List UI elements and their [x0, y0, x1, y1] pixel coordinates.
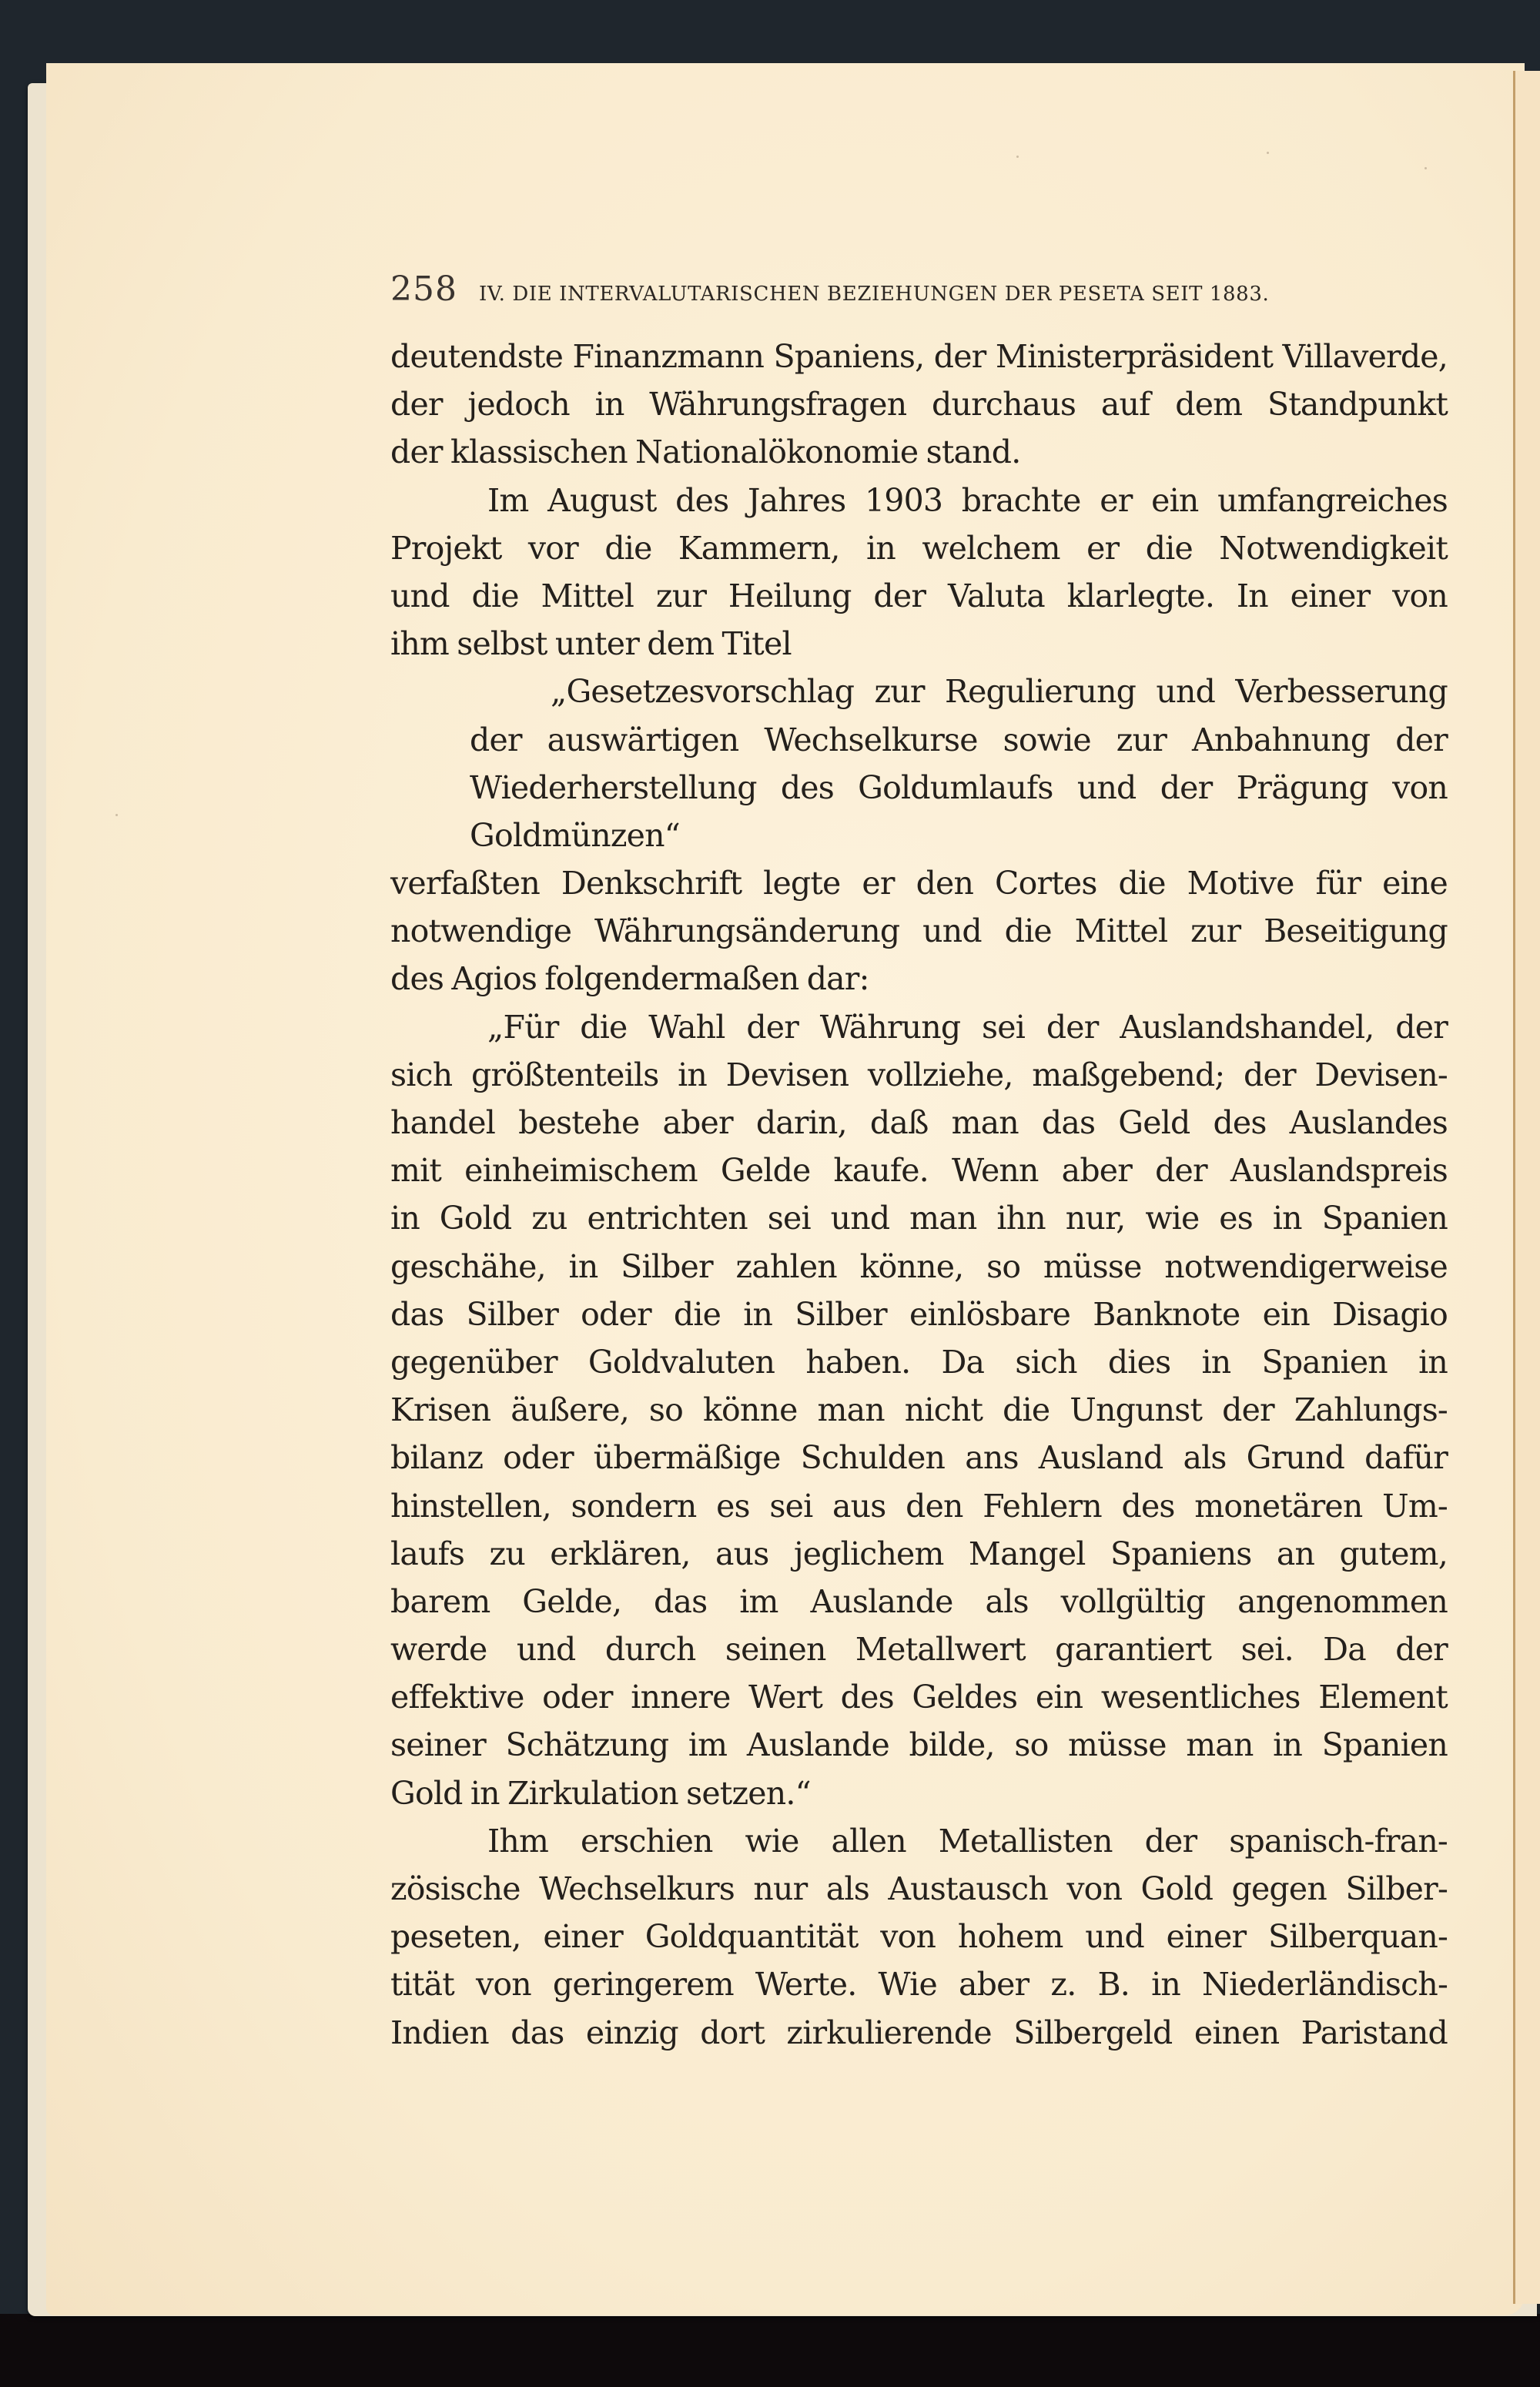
- chapter-heading: IV. DIE INTERVALUTARISCHEN BEZIEHUNGEN DER PESETA SEIT 1883.: [478, 283, 1270, 306]
- text-line: werde und durch seinen Metallwert garantiert sei. Da der: [390, 1631, 1448, 1669]
- text-line: der jedoch in Währungsfragen durchaus auf dem Standpunkt: [390, 386, 1448, 424]
- paper-speck: [116, 814, 118, 816]
- text-line: verfaßten Denkschrift legte er den Cortes die Motive für eine: [390, 865, 1448, 902]
- text-line: mit einheimischem Gelde kaufe. Wenn aber der Auslandspreis: [390, 1152, 1448, 1190]
- text-line: „Gesetzesvorschlag zur Regulierung und Verbesserung: [551, 673, 1448, 711]
- text-line: Projekt vor die Kammern, in welchem er die Notwendigkeit: [390, 529, 1448, 567]
- text-block: [390, 270, 1448, 2057]
- text-line: der klassischen Nationalökonomie stand.: [390, 434, 1021, 471]
- text-line: geschähe, in Silber zahlen könne, so müsse notwendigerweise: [390, 1247, 1448, 1285]
- text-line: notwendige Währungsänderung und die Mittel zur Beseitigung: [390, 912, 1448, 950]
- text-line: seiner Schätzung im Auslande bilde, so müsse man in Spanien: [390, 1726, 1448, 1764]
- text-line: handel bestehe aber darin, daß man das Geld des Auslandes: [390, 1104, 1448, 1141]
- text-line: in Gold zu entrichten sei und man ihn nur, wie es in Spanien: [390, 1200, 1448, 1237]
- text-line: Ihm erschien wie allen Metallisten der spanisch-fran-: [487, 1822, 1448, 1860]
- text-line: des Agios folgendermaßen dar:: [390, 960, 869, 998]
- text-line: barem Gelde, das im Auslande als vollgültig angenommen: [390, 1582, 1448, 1620]
- text-line: Goldmünzen“: [470, 816, 680, 854]
- paper-speck: [1424, 167, 1427, 169]
- text-line: ihm selbst unter dem Titel: [390, 625, 792, 663]
- text-line: zösische Wechselkurs nur als Austausch von Gold gegen Silber-: [390, 1870, 1448, 1907]
- text-line: deutendste Finanzmann Spaniens, der Ministerpräsident Villaverde,: [390, 338, 1448, 375]
- running-head: [390, 270, 1448, 316]
- text-line: peseten, einer Goldquantität von hohem und einer Silberquan-: [390, 1918, 1448, 1956]
- text-line: sich größtenteils in Devisen vollziehe, maßgebend; der Devisen-: [390, 1056, 1448, 1093]
- text-line: hinstellen, sondern es sei aus den Fehlern des monetären Um-: [390, 1487, 1448, 1525]
- body-text: [390, 333, 1448, 2057]
- text-line: Indien das einzig dort zirkulierende Silbergeld einen Paristand: [390, 2014, 1448, 2051]
- text-line: laufs zu erklären, aus jeglichem Mangel Spaniens an gutem,: [390, 1535, 1448, 1572]
- facing-page-edge: [1513, 71, 1540, 2304]
- page-number: 258: [390, 270, 457, 309]
- text-line: der auswärtigen Wechselkurse sowie zur Anbahnung der: [470, 721, 1448, 758]
- text-line: Wiederherstellung des Goldumlaufs und der Prägung von: [470, 768, 1448, 806]
- text-line: Im August des Jahres 1903 brachte er ein umfangreiches: [487, 481, 1448, 519]
- paper-speck: [1016, 156, 1019, 158]
- text-line: Krisen äußere, so könne man nicht die Ungunst der Zahlungs-: [390, 1391, 1448, 1429]
- scanner-backdrop: [0, 2314, 1540, 2387]
- text-line: gegenüber Goldvaluten haben. Da sich dies in Spanien in: [390, 1343, 1448, 1381]
- text-line: und die Mittel zur Heilung der Valuta klarlegte. In einer von: [390, 577, 1448, 614]
- text-line: das Silber oder die in Silber einlösbare Banknote ein Disagio: [390, 1295, 1448, 1333]
- text-line: effektive oder innere Wert des Geldes ein wesentliches Element: [390, 1679, 1448, 1716]
- paper-speck: [1267, 152, 1269, 154]
- text-line: bilanz oder übermäßige Schulden ans Ausland als Grund dafür: [390, 1439, 1448, 1477]
- text-line: tität von geringerem Werte. Wie aber z. B. in Niederländisch-: [390, 1966, 1448, 2004]
- text-line: „Für die Wahl der Währung sei der Auslandshandel, der: [487, 1008, 1448, 1046]
- text-line: Gold in Zirkulation setzen.“: [390, 1774, 811, 1812]
